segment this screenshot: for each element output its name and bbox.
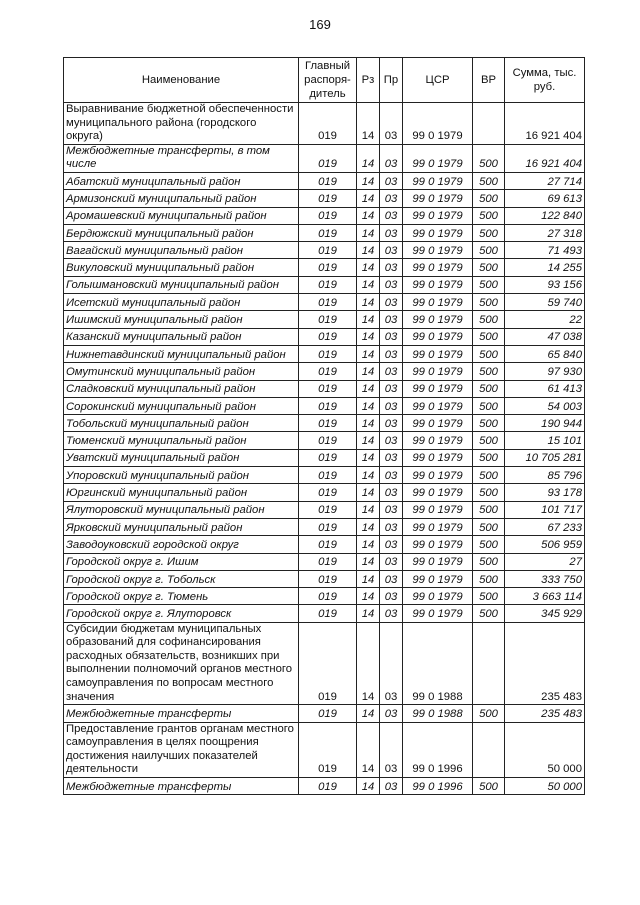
cell-vr: 500 xyxy=(473,588,505,605)
cell-admin: 019 xyxy=(299,294,357,311)
table-row xyxy=(64,380,585,397)
cell-rz: 14 xyxy=(357,172,380,189)
cell-vr: 500 xyxy=(473,777,505,794)
cell-csr: 99 0 1979 xyxy=(403,311,473,328)
cell-admin: 019 xyxy=(299,722,357,777)
cell-rz: 14 xyxy=(357,518,380,535)
cell-sum: 27 714 xyxy=(505,172,585,189)
cell-vr: 500 xyxy=(473,397,505,414)
table-row xyxy=(64,144,585,172)
cell-rz: 14 xyxy=(357,328,380,345)
table-row xyxy=(64,484,585,501)
cell-pr: 03 xyxy=(380,777,403,794)
table-row xyxy=(64,397,585,414)
cell-name: Армизонский муниципальный район xyxy=(64,190,299,207)
cell-sum: 22 xyxy=(505,311,585,328)
cell-name: Голышмановский муниципальный район xyxy=(64,276,299,293)
cell-rz: 14 xyxy=(357,570,380,587)
cell-vr: 500 xyxy=(473,518,505,535)
cell-sum: 50 000 xyxy=(505,777,585,794)
cell-admin: 019 xyxy=(299,103,357,145)
cell-sum: 50 000 xyxy=(505,722,585,777)
cell-csr: 99 0 1979 xyxy=(403,605,473,622)
cell-pr: 03 xyxy=(380,722,403,777)
cell-rz: 14 xyxy=(357,705,380,722)
cell-admin: 019 xyxy=(299,705,357,722)
cell-sum: 10 705 281 xyxy=(505,449,585,466)
cell-rz: 14 xyxy=(357,190,380,207)
cell-sum: 14 255 xyxy=(505,259,585,276)
cell-rz: 14 xyxy=(357,415,380,432)
cell-csr: 99 0 1979 xyxy=(403,276,473,293)
cell-csr: 99 0 1979 xyxy=(403,588,473,605)
table-row xyxy=(64,605,585,622)
cell-name: Казанский муниципальный район xyxy=(64,328,299,345)
cell-name: Ярковский муниципальный район xyxy=(64,518,299,535)
cell-pr: 03 xyxy=(380,276,403,293)
cell-name: Городской округ г. Тобольск xyxy=(64,570,299,587)
cell-name: Ялуторовский муниципальный район xyxy=(64,501,299,518)
cell-name: Тюменский муниципальный район xyxy=(64,432,299,449)
cell-csr: 99 0 1988 xyxy=(403,705,473,722)
cell-vr: 500 xyxy=(473,207,505,224)
cell-admin: 019 xyxy=(299,172,357,189)
table-row xyxy=(64,207,585,224)
cell-admin: 019 xyxy=(299,144,357,172)
cell-csr: 99 0 1979 xyxy=(403,224,473,241)
cell-name: Городской округ г. Ишим xyxy=(64,553,299,570)
cell-vr: 500 xyxy=(473,190,505,207)
cell-pr: 03 xyxy=(380,380,403,397)
table-row xyxy=(64,103,585,145)
cell-vr: 500 xyxy=(473,536,505,553)
cell-admin: 019 xyxy=(299,242,357,259)
cell-sum: 67 233 xyxy=(505,518,585,535)
cell-rz: 14 xyxy=(357,484,380,501)
cell-csr: 99 0 1979 xyxy=(403,242,473,259)
budget-table xyxy=(63,57,585,795)
cell-sum: 65 840 xyxy=(505,345,585,362)
cell-vr: 500 xyxy=(473,242,505,259)
cell-pr: 03 xyxy=(380,415,403,432)
cell-sum: 16 921 404 xyxy=(505,103,585,145)
cell-csr: 99 0 1996 xyxy=(403,777,473,794)
cell-name: Тобольский муниципальный район xyxy=(64,415,299,432)
table-row xyxy=(64,449,585,466)
cell-admin: 019 xyxy=(299,588,357,605)
cell-admin: 019 xyxy=(299,501,357,518)
cell-vr xyxy=(473,622,505,705)
cell-name: Межбюджетные трансферты xyxy=(64,705,299,722)
cell-pr: 03 xyxy=(380,103,403,145)
cell-csr: 99 0 1979 xyxy=(403,484,473,501)
cell-vr xyxy=(473,103,505,145)
cell-csr: 99 0 1979 xyxy=(403,570,473,587)
cell-name: Омутинский муниципальный район xyxy=(64,363,299,380)
table-row xyxy=(64,622,585,705)
cell-vr: 500 xyxy=(473,484,505,501)
cell-pr: 03 xyxy=(380,363,403,380)
col-header-sum: Сумма, тыс. руб. xyxy=(505,58,585,103)
table-row xyxy=(64,224,585,241)
cell-pr: 03 xyxy=(380,518,403,535)
cell-name: Уватский муниципальный район xyxy=(64,449,299,466)
table-row xyxy=(64,722,585,777)
table-row xyxy=(64,467,585,484)
cell-rz: 14 xyxy=(357,276,380,293)
cell-csr: 99 0 1979 xyxy=(403,449,473,466)
cell-name: Выравнивание бюджетной обеспеченности муниципального района (городского округа) xyxy=(64,103,299,145)
cell-name: Бердюжский муниципальный район xyxy=(64,224,299,241)
cell-rz: 14 xyxy=(357,588,380,605)
cell-vr xyxy=(473,722,505,777)
table-row xyxy=(64,777,585,794)
cell-vr: 500 xyxy=(473,705,505,722)
cell-sum: 235 483 xyxy=(505,705,585,722)
table-row xyxy=(64,588,585,605)
cell-rz: 14 xyxy=(357,605,380,622)
cell-pr: 03 xyxy=(380,242,403,259)
cell-name: Викуловский муниципальный район xyxy=(64,259,299,276)
cell-admin: 019 xyxy=(299,432,357,449)
col-header-vr: ВР xyxy=(473,58,505,103)
table-row xyxy=(64,172,585,189)
cell-vr: 500 xyxy=(473,449,505,466)
col-header-pr: Пр xyxy=(380,58,403,103)
cell-sum: 15 101 xyxy=(505,432,585,449)
cell-sum: 85 796 xyxy=(505,467,585,484)
cell-sum: 93 178 xyxy=(505,484,585,501)
cell-admin: 019 xyxy=(299,363,357,380)
table-row xyxy=(64,363,585,380)
cell-rz: 14 xyxy=(357,536,380,553)
cell-rz: 14 xyxy=(357,432,380,449)
cell-vr: 500 xyxy=(473,224,505,241)
cell-admin: 019 xyxy=(299,397,357,414)
cell-sum: 47 038 xyxy=(505,328,585,345)
cell-name: Межбюджетные трансферты xyxy=(64,777,299,794)
cell-rz: 14 xyxy=(357,397,380,414)
cell-admin: 019 xyxy=(299,380,357,397)
cell-pr: 03 xyxy=(380,397,403,414)
cell-sum: 3 663 114 xyxy=(505,588,585,605)
cell-pr: 03 xyxy=(380,605,403,622)
cell-csr: 99 0 1979 xyxy=(403,207,473,224)
table-row xyxy=(64,259,585,276)
table-row xyxy=(64,518,585,535)
cell-vr: 500 xyxy=(473,294,505,311)
cell-rz: 14 xyxy=(357,777,380,794)
cell-rz: 14 xyxy=(357,207,380,224)
cell-pr: 03 xyxy=(380,328,403,345)
cell-admin: 019 xyxy=(299,311,357,328)
cell-rz: 14 xyxy=(357,242,380,259)
cell-pr: 03 xyxy=(380,345,403,362)
cell-rz: 14 xyxy=(357,622,380,705)
cell-admin: 019 xyxy=(299,328,357,345)
cell-pr: 03 xyxy=(380,570,403,587)
cell-pr: 03 xyxy=(380,536,403,553)
cell-rz: 14 xyxy=(357,722,380,777)
cell-pr: 03 xyxy=(380,484,403,501)
cell-rz: 14 xyxy=(357,144,380,172)
cell-admin: 019 xyxy=(299,415,357,432)
cell-sum: 93 156 xyxy=(505,276,585,293)
cell-rz: 14 xyxy=(357,501,380,518)
cell-name: Вагайский муниципальный район xyxy=(64,242,299,259)
cell-csr: 99 0 1979 xyxy=(403,380,473,397)
cell-sum: 122 840 xyxy=(505,207,585,224)
table-row xyxy=(64,345,585,362)
cell-vr: 500 xyxy=(473,415,505,432)
cell-pr: 03 xyxy=(380,432,403,449)
cell-sum: 345 929 xyxy=(505,605,585,622)
cell-name: Предоставление грантов органам местного самоуправления в целях поощрения достижения наилучших показателей деятельности xyxy=(64,722,299,777)
cell-pr: 03 xyxy=(380,553,403,570)
cell-csr: 99 0 1979 xyxy=(403,432,473,449)
cell-csr: 99 0 1979 xyxy=(403,172,473,189)
cell-admin: 019 xyxy=(299,518,357,535)
cell-rz: 14 xyxy=(357,380,380,397)
table-row xyxy=(64,190,585,207)
cell-name: Юргинский муниципальный район xyxy=(64,484,299,501)
cell-vr: 500 xyxy=(473,570,505,587)
cell-pr: 03 xyxy=(380,144,403,172)
table-row xyxy=(64,501,585,518)
table-row xyxy=(64,311,585,328)
cell-sum: 54 003 xyxy=(505,397,585,414)
cell-csr: 99 0 1979 xyxy=(403,518,473,535)
table-row xyxy=(64,294,585,311)
cell-rz: 14 xyxy=(357,103,380,145)
cell-csr: 99 0 1979 xyxy=(403,467,473,484)
cell-pr: 03 xyxy=(380,311,403,328)
table-row xyxy=(64,536,585,553)
cell-rz: 14 xyxy=(357,363,380,380)
cell-vr: 500 xyxy=(473,553,505,570)
cell-rz: 14 xyxy=(357,294,380,311)
cell-pr: 03 xyxy=(380,467,403,484)
cell-rz: 14 xyxy=(357,553,380,570)
cell-csr: 99 0 1988 xyxy=(403,622,473,705)
cell-name: Сорокинский муниципальный район xyxy=(64,397,299,414)
table-row xyxy=(64,415,585,432)
cell-vr: 500 xyxy=(473,605,505,622)
cell-csr: 99 0 1979 xyxy=(403,536,473,553)
cell-sum: 16 921 404 xyxy=(505,144,585,172)
cell-admin: 019 xyxy=(299,259,357,276)
cell-pr: 03 xyxy=(380,705,403,722)
cell-pr: 03 xyxy=(380,294,403,311)
cell-vr: 500 xyxy=(473,432,505,449)
cell-name: Нижнетавдинский муниципальный район xyxy=(64,345,299,362)
cell-sum: 27 318 xyxy=(505,224,585,241)
header-row xyxy=(64,58,585,103)
cell-sum: 59 740 xyxy=(505,294,585,311)
cell-name: Сладковский муниципальный район xyxy=(64,380,299,397)
cell-vr: 500 xyxy=(473,172,505,189)
cell-csr: 99 0 1979 xyxy=(403,144,473,172)
cell-sum: 506 959 xyxy=(505,536,585,553)
cell-name: Абатский муниципальный район xyxy=(64,172,299,189)
cell-pr: 03 xyxy=(380,190,403,207)
cell-admin: 019 xyxy=(299,484,357,501)
cell-vr: 500 xyxy=(473,380,505,397)
cell-name: Межбюджетные трансферты, в том числе xyxy=(64,144,299,172)
cell-pr: 03 xyxy=(380,622,403,705)
cell-vr: 500 xyxy=(473,467,505,484)
table-row xyxy=(64,432,585,449)
cell-pr: 03 xyxy=(380,207,403,224)
cell-vr: 500 xyxy=(473,345,505,362)
cell-rz: 14 xyxy=(357,467,380,484)
col-header-name: Наименование xyxy=(64,58,299,103)
table-row xyxy=(64,570,585,587)
cell-admin: 019 xyxy=(299,190,357,207)
cell-csr: 99 0 1979 xyxy=(403,190,473,207)
cell-csr: 99 0 1979 xyxy=(403,501,473,518)
table-row xyxy=(64,553,585,570)
cell-admin: 019 xyxy=(299,777,357,794)
cell-admin: 019 xyxy=(299,553,357,570)
cell-vr: 500 xyxy=(473,144,505,172)
cell-vr: 500 xyxy=(473,259,505,276)
cell-admin: 019 xyxy=(299,345,357,362)
cell-pr: 03 xyxy=(380,224,403,241)
cell-pr: 03 xyxy=(380,588,403,605)
cell-admin: 019 xyxy=(299,605,357,622)
cell-admin: 019 xyxy=(299,449,357,466)
cell-admin: 019 xyxy=(299,276,357,293)
cell-vr: 500 xyxy=(473,311,505,328)
cell-name: Городской округ г. Тюмень xyxy=(64,588,299,605)
cell-rz: 14 xyxy=(357,311,380,328)
cell-csr: 99 0 1979 xyxy=(403,345,473,362)
cell-pr: 03 xyxy=(380,259,403,276)
cell-csr: 99 0 1979 xyxy=(403,259,473,276)
cell-sum: 71 493 xyxy=(505,242,585,259)
cell-admin: 019 xyxy=(299,570,357,587)
cell-pr: 03 xyxy=(380,449,403,466)
cell-pr: 03 xyxy=(380,172,403,189)
cell-sum: 190 944 xyxy=(505,415,585,432)
cell-rz: 14 xyxy=(357,259,380,276)
cell-admin: 019 xyxy=(299,224,357,241)
cell-vr: 500 xyxy=(473,328,505,345)
cell-name: Субсидии бюджетам муниципальных образований для софинансирования расходных обязательств, возникших при выполнении полномочий органов местного самоуправления по вопросам местного значения xyxy=(64,622,299,705)
cell-sum: 97 930 xyxy=(505,363,585,380)
cell-csr: 99 0 1979 xyxy=(403,553,473,570)
table-row xyxy=(64,242,585,259)
cell-rz: 14 xyxy=(357,449,380,466)
table-row xyxy=(64,276,585,293)
cell-csr: 99 0 1996 xyxy=(403,722,473,777)
cell-pr: 03 xyxy=(380,501,403,518)
cell-sum: 101 717 xyxy=(505,501,585,518)
cell-admin: 019 xyxy=(299,622,357,705)
cell-csr: 99 0 1979 xyxy=(403,328,473,345)
cell-rz: 14 xyxy=(357,345,380,362)
cell-name: Городской округ г. Ялуторовск xyxy=(64,605,299,622)
cell-vr: 500 xyxy=(473,363,505,380)
cell-rz: 14 xyxy=(357,224,380,241)
cell-csr: 99 0 1979 xyxy=(403,397,473,414)
cell-admin: 019 xyxy=(299,207,357,224)
cell-sum: 69 613 xyxy=(505,190,585,207)
cell-admin: 019 xyxy=(299,536,357,553)
cell-sum: 333 750 xyxy=(505,570,585,587)
cell-name: Ишимский муниципальный район xyxy=(64,311,299,328)
cell-name: Заводоуковский городской округ xyxy=(64,536,299,553)
cell-sum: 235 483 xyxy=(505,622,585,705)
cell-csr: 99 0 1979 xyxy=(403,103,473,145)
cell-csr: 99 0 1979 xyxy=(403,363,473,380)
cell-csr: 99 0 1979 xyxy=(403,415,473,432)
cell-sum: 61 413 xyxy=(505,380,585,397)
cell-admin: 019 xyxy=(299,467,357,484)
page-number: 169 xyxy=(309,17,331,32)
col-header-admin: Главный распоря-дитель xyxy=(299,58,357,103)
col-header-rz: Рз xyxy=(357,58,380,103)
cell-csr: 99 0 1979 xyxy=(403,294,473,311)
cell-sum: 27 xyxy=(505,553,585,570)
cell-vr: 500 xyxy=(473,276,505,293)
table-row xyxy=(64,705,585,722)
cell-name: Упоровский муниципальный район xyxy=(64,467,299,484)
col-header-csr: ЦСР xyxy=(403,58,473,103)
cell-name: Аромашевский муниципальный район xyxy=(64,207,299,224)
cell-name: Исетский муниципальный район xyxy=(64,294,299,311)
table-row xyxy=(64,328,585,345)
cell-vr: 500 xyxy=(473,501,505,518)
